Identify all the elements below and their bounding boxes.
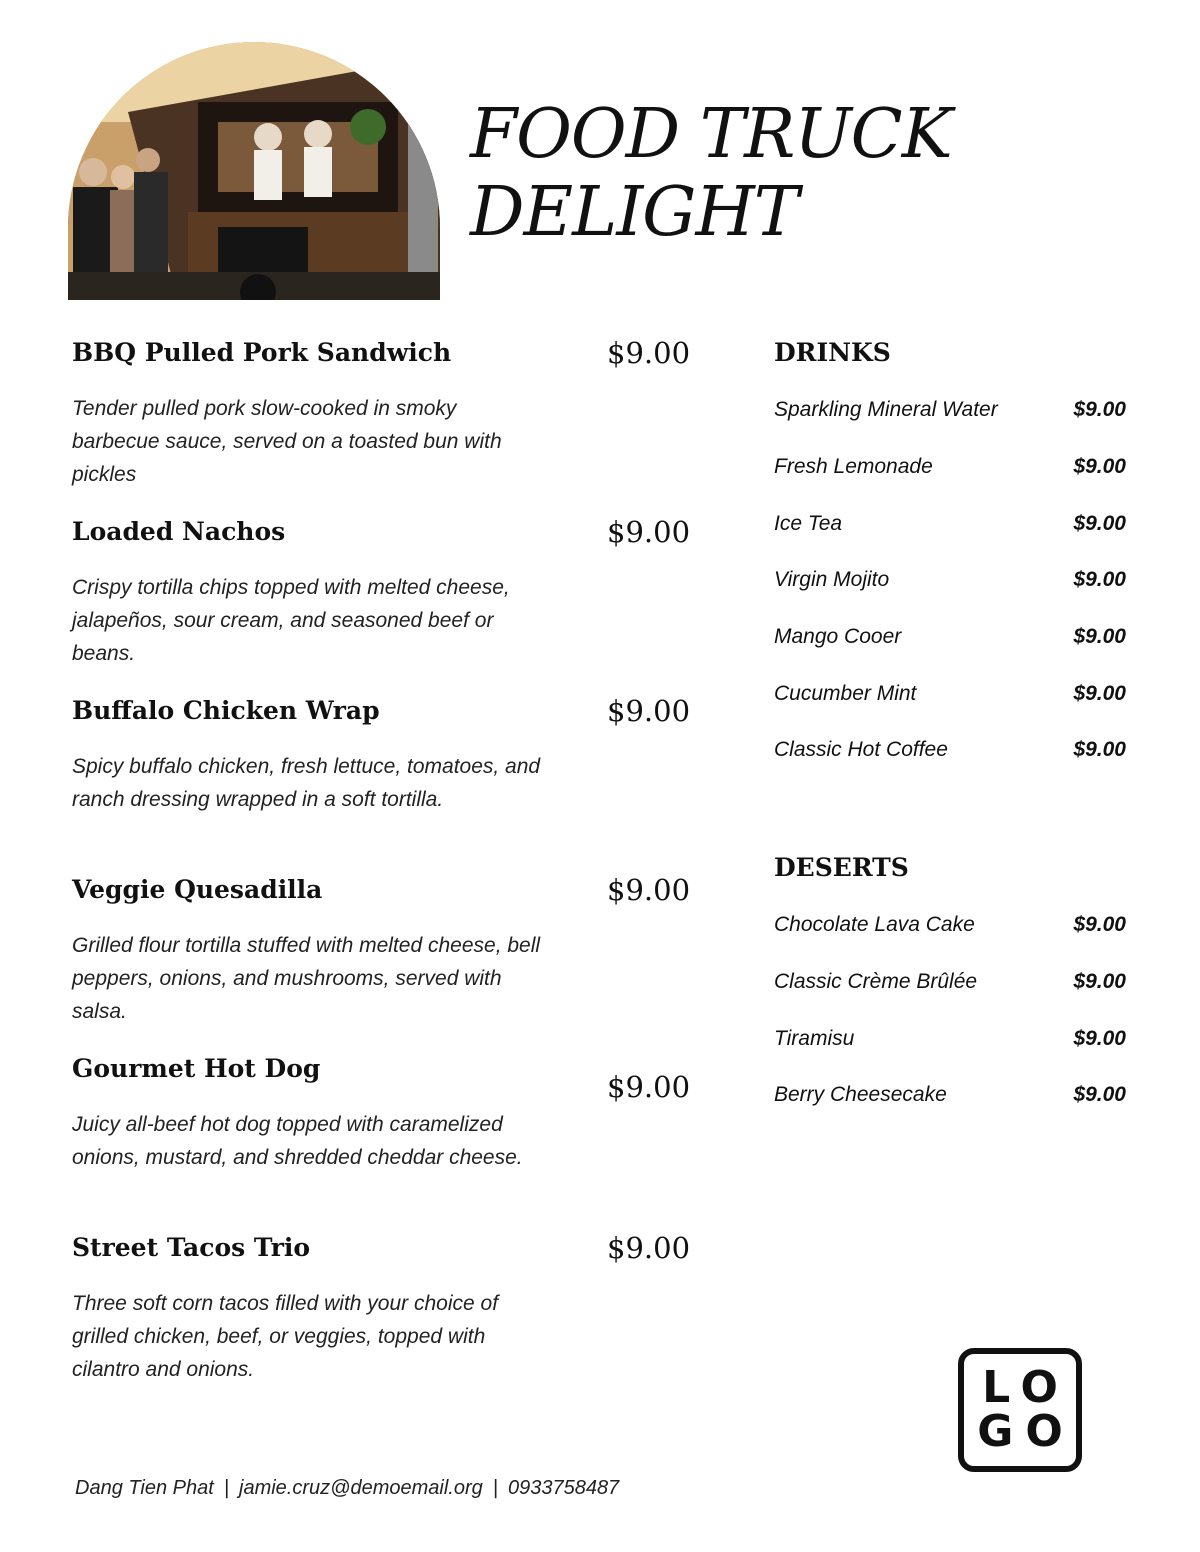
- menu-item-name: Street Tacos Trio: [72, 1233, 311, 1262]
- logo-line-2: GO: [977, 1406, 1075, 1457]
- mains-menu-list: [72, 336, 692, 1410]
- page-title: [470, 96, 952, 252]
- drink-name: Cucumber Mint: [774, 681, 917, 705]
- menu-item-name: Buffalo Chicken Wrap: [72, 696, 380, 725]
- footer-phone: 0933758487: [507, 1477, 620, 1499]
- desserts-heading: DESERTS: [774, 853, 909, 882]
- menu-item: [72, 336, 692, 515]
- drink-price: $9.00: [1073, 568, 1126, 592]
- drinks-heading: DRINKS: [774, 338, 891, 367]
- menu-item: [72, 694, 692, 873]
- list-item: [774, 1067, 1126, 1124]
- dessert-name: Classic Crème Brûlée: [774, 970, 978, 994]
- dessert-price: $9.00: [1073, 1083, 1126, 1107]
- menu-item: [72, 873, 692, 1052]
- menu-item-price: $9.00: [607, 336, 691, 370]
- footer-email: jamie.cruz@demoemail.org: [239, 1477, 483, 1499]
- menu-item-name: Veggie Quesadilla: [72, 875, 323, 904]
- footer-separator: |: [223, 1477, 230, 1499]
- drink-price: $9.00: [1073, 398, 1126, 422]
- list-item: [774, 382, 1126, 439]
- menu-item: [72, 515, 692, 694]
- menu-item-name: Loaded Nachos: [72, 517, 286, 546]
- title-line-2: DELIGHT: [470, 173, 799, 252]
- food-truck-illustration: [68, 42, 440, 300]
- dessert-name: Chocolate Lava Cake: [774, 913, 975, 937]
- menu-item-price: $9.00: [607, 515, 691, 549]
- drink-name: Sparkling Mineral Water: [774, 398, 998, 422]
- menu-item-price: $9.00: [607, 1070, 691, 1104]
- menu-item-description: Three soft corn tacos filled with your choice of grilled chicken, beef, or veggies, topped with cilantro and onions.: [72, 1292, 499, 1381]
- drink-name: Mango Cooer: [774, 625, 902, 649]
- list-item: [774, 722, 1126, 779]
- menu-item-description: Tender pulled pork slow-cooked in smoky barbecue sauce, served on a toasted bun with pickles: [72, 397, 502, 486]
- menu-item-description: Grilled flour tortilla stuffed with melted cheese, bell peppers, onions, and mushrooms, served with salsa.: [72, 934, 541, 1023]
- list-item: [774, 897, 1126, 954]
- list-item: [774, 954, 1126, 1011]
- drink-name: Classic Hot Coffee: [774, 738, 948, 762]
- list-item: [774, 609, 1126, 666]
- dessert-price: $9.00: [1073, 913, 1126, 937]
- desserts-list: [774, 897, 1126, 1124]
- list-item: [774, 552, 1126, 609]
- footer-contact: [75, 1474, 619, 1502]
- drink-price: $9.00: [1073, 625, 1126, 649]
- drink-name: Ice Tea: [774, 511, 843, 535]
- list-item: [774, 439, 1126, 496]
- drinks-list: [774, 382, 1126, 779]
- dessert-name: Berry Cheesecake: [774, 1083, 947, 1107]
- footer-separator: |: [492, 1477, 498, 1499]
- title-line-1: FOOD TRUCK: [470, 95, 952, 174]
- logo: [958, 1348, 1082, 1472]
- drink-price: $9.00: [1073, 455, 1126, 479]
- dessert-price: $9.00: [1073, 970, 1126, 994]
- drink-name: Virgin Mojito: [774, 568, 890, 592]
- menu-item-description: Juicy all-beef hot dog topped with caramelized onions, mustard, and shredded cheddar cheese.: [72, 1113, 523, 1169]
- drink-price: $9.00: [1073, 738, 1126, 762]
- menu-item-price: $9.00: [607, 1231, 691, 1265]
- menu-item-price: $9.00: [607, 873, 691, 907]
- drink-price: $9.00: [1073, 681, 1126, 705]
- dessert-name: Tiramisu: [774, 1026, 855, 1050]
- footer-name: Dang Tien Phat: [75, 1477, 214, 1499]
- menu-item-description: Crispy tortilla chips topped with melted cheese, jalapeños, sour cream, and seasoned beef or beans.: [72, 576, 510, 665]
- list-item: [774, 495, 1126, 552]
- menu-item: [72, 1052, 692, 1231]
- menu-item-name: Gourmet Hot Dog: [72, 1054, 321, 1083]
- menu-item-price: $9.00: [607, 694, 691, 728]
- logo-line-1: LO: [982, 1362, 1070, 1413]
- dessert-price: $9.00: [1073, 1026, 1126, 1050]
- menu-item-description: Spicy buffalo chicken, fresh lettuce, tomatoes, and ranch dressing wrapped in a soft tortilla.: [72, 755, 541, 811]
- hero-food-truck-photo: [68, 42, 440, 300]
- menu-item-name: BBQ Pulled Pork Sandwich: [72, 338, 452, 367]
- drink-name: Fresh Lemonade: [774, 455, 933, 479]
- drink-price: $9.00: [1073, 511, 1126, 535]
- list-item: [774, 665, 1126, 722]
- menu-item: [72, 1231, 692, 1410]
- list-item: [774, 1010, 1126, 1067]
